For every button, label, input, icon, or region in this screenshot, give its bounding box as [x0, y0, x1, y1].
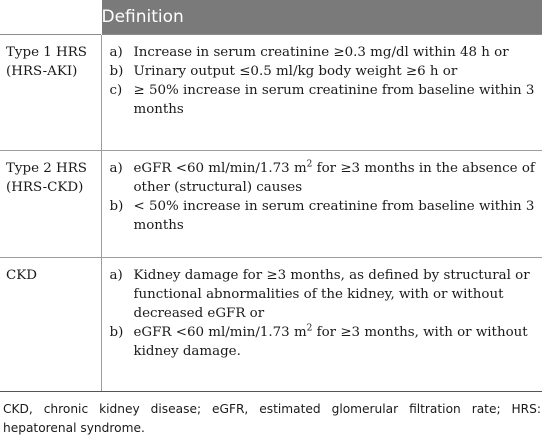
row-term-ckd — [0, 258, 101, 392]
item-marker: c) — [109, 83, 123, 98]
superscript: 2 — [306, 159, 313, 170]
row-term-type1-hrs — [0, 35, 101, 151]
table-row — [0, 151, 542, 258]
header-definition-cell: Definition — [101, 0, 542, 35]
item-marker: a) — [109, 268, 123, 283]
list-item — [110, 81, 542, 119]
row-definition-type2-hrs — [101, 151, 542, 258]
term-line: Type 2 HRS — [6, 161, 87, 176]
list-item — [110, 62, 542, 81]
term-line: Type 1 HRS — [6, 45, 87, 60]
term-line: (HRS-CKD) — [6, 180, 84, 195]
table-row — [0, 258, 542, 392]
item-marker: b) — [109, 199, 124, 214]
item-text: Increase in serum creatinine ≥0.3 mg/dl within 48 h or — [133, 45, 509, 60]
list-item — [110, 197, 542, 235]
superscript: 2 — [306, 323, 313, 334]
table-row — [0, 35, 542, 151]
term-line: CKD — [6, 268, 37, 283]
item-marker: a) — [109, 45, 123, 60]
item-text: ≥ 50% increase in serum creatinine from baseline within 3 months — [133, 83, 535, 117]
row-definition-type1-hrs — [101, 35, 542, 151]
item-text: eGFR <60 ml/min/1.73 m — [133, 325, 307, 340]
row-term-type2-hrs — [0, 151, 101, 258]
item-text: < 50% increase in serum creatinine from baseline within 3 months — [133, 199, 535, 233]
item-text: Urinary output ≤0.5 ml/kg body weight ≥6 h or — [133, 64, 458, 79]
item-marker: b) — [109, 325, 124, 340]
item-text: eGFR <60 ml/min/1.73 m — [133, 161, 307, 176]
item-text: for ≥3 months in the absence of other (structural) causes — [133, 161, 535, 195]
list-item — [110, 266, 542, 323]
item-marker: b) — [109, 64, 124, 79]
term-line: (HRS-AKI) — [6, 64, 78, 79]
item-text: for ≥3 months, with or without kidney damage. — [133, 325, 528, 359]
header-term-cell — [0, 0, 101, 35]
item-text: Kidney damage for ≥3 months, as defined by structural or functional abnormalities of the kidney, with or without decreased eGFR or — [133, 268, 530, 321]
list-item — [110, 43, 542, 62]
row-definition-ckd — [101, 258, 542, 392]
list-item — [110, 323, 542, 361]
list-item — [110, 159, 542, 197]
item-marker: a) — [109, 161, 123, 176]
table-header-row — [0, 0, 542, 35]
table-caption: CKD, chronic kidney disease; eGFR, estimated glomerular filtration rate; HRS: hepatorenal syndrome. — [3, 402, 541, 435]
